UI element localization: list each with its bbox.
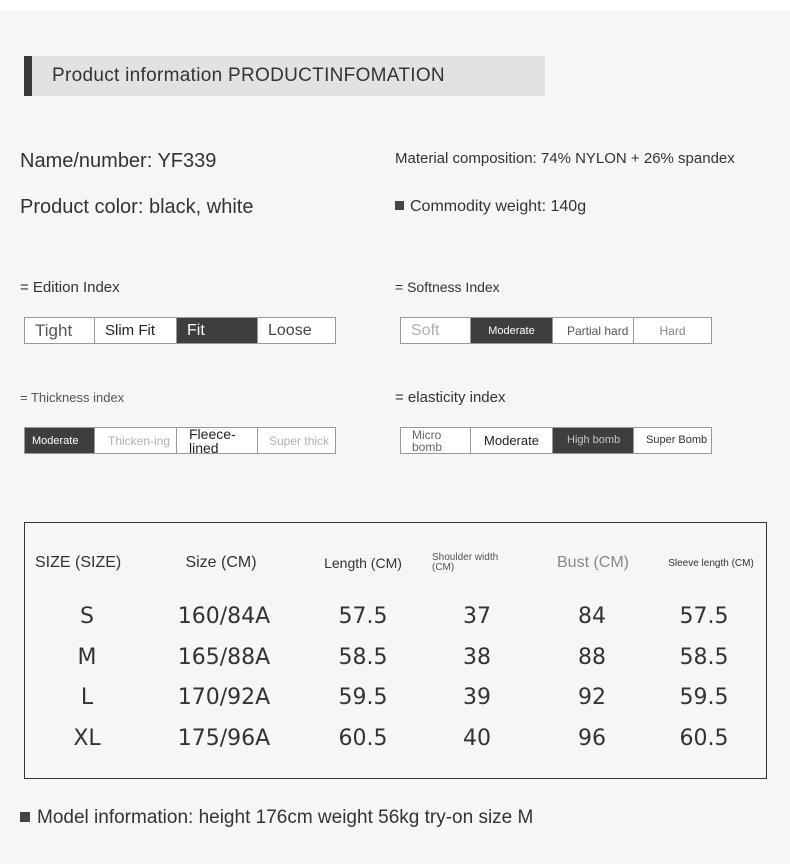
elasticity-option-high-bomb: High bomb [553, 428, 634, 453]
softness-index-scale [400, 317, 712, 344]
row-xl-size-cm: 175/96A [177, 726, 271, 751]
row-s-bust: 84 [578, 604, 606, 629]
table-header-length: Length (CM) [324, 555, 402, 571]
row-m-size: M [77, 645, 97, 670]
row-s-size-cm: 160/84A [177, 604, 271, 629]
row-xl-shoulder: 40 [463, 726, 491, 751]
elasticity-option-super-bomb: Super Bomb [646, 434, 708, 446]
thickness-index-scale [24, 427, 336, 454]
row-xl-bust: 96 [578, 726, 606, 751]
bullet-square-icon [20, 812, 30, 822]
softness-option-hard: Hard [659, 323, 686, 338]
row-m-bust: 88 [578, 645, 606, 670]
row-xl-size: XL [73, 726, 101, 751]
row-l-length: 59.5 [338, 685, 388, 710]
softness-index-title: = Softness Index [395, 279, 500, 295]
model-information-text: Model information: height 176cm weight 56kg try-on size M [37, 807, 534, 828]
header-accent-bar [24, 56, 32, 96]
bullet-square-icon [395, 201, 404, 210]
thickness-option-thickening: Thicken-ing [95, 428, 177, 453]
model-information [20, 807, 533, 829]
thickness-option-super-thick: Super thick [269, 433, 330, 448]
commodity-weight [395, 198, 586, 216]
edition-index-scale [24, 317, 336, 344]
row-l-bust: 92 [578, 685, 606, 710]
elasticity-option-moderate: Moderate [471, 428, 553, 453]
row-m-size-cm: 165/88A [177, 645, 271, 670]
elasticity-index-title: = elasticity index [395, 389, 506, 406]
edition-option-slim-fit: Slim Fit [95, 318, 177, 343]
material-composition: Material composition: 74% NYLON + 26% spandex [395, 150, 735, 167]
top-strip [0, 0, 790, 10]
elasticity-option-micro-bomb: Micro bomb [401, 428, 471, 453]
table-header-size: SIZE (SIZE) [35, 554, 122, 571]
thickness-option-moderate: Moderate [25, 428, 95, 453]
row-xl-length: 60.5 [338, 726, 388, 751]
row-s-shoulder: 37 [463, 604, 491, 629]
row-s-length: 57.5 [338, 604, 388, 629]
row-s-size: S [80, 604, 94, 629]
table-header-size-cm: Size (CM) [185, 554, 257, 571]
section-title: Product information PRODUCTINFOMATION [52, 65, 445, 86]
table-header-sleeve-length: Sleeve length (CM) [668, 557, 754, 569]
table-header-shoulder-width: Shoulder width (CM) [432, 551, 499, 573]
row-l-shoulder: 39 [463, 685, 491, 710]
softness-option-partial-hard: Partial hard [553, 318, 634, 343]
row-l-sleeve: 59.5 [679, 685, 729, 710]
softness-option-soft: Soft [401, 318, 471, 343]
thickness-option-fleece-lined: Fleece-lined [177, 428, 258, 453]
row-xl-sleeve: 60.5 [679, 726, 729, 751]
edition-option-tight: Tight [25, 318, 95, 343]
row-s-sleeve: 57.5 [679, 604, 729, 629]
edition-option-loose: Loose [268, 321, 312, 339]
row-l-size: L [80, 685, 94, 710]
row-m-shoulder: 38 [463, 645, 491, 670]
product-color: Product color: black, white [20, 196, 254, 218]
row-m-sleeve: 58.5 [679, 645, 729, 670]
elasticity-index-scale [400, 427, 712, 454]
section-header [24, 56, 545, 96]
size-table [24, 522, 767, 779]
table-header-bust: Bust (CM) [557, 554, 629, 571]
softness-option-moderate: Moderate [471, 318, 553, 343]
row-l-size-cm: 170/92A [177, 685, 271, 710]
thickness-index-title: = Thickness index [20, 390, 125, 405]
row-m-length: 58.5 [338, 645, 388, 670]
commodity-weight-text: Commodity weight: 140g [410, 198, 587, 215]
edition-index-title: = Edition Index [20, 279, 120, 296]
edition-option-fit: Fit [177, 318, 258, 343]
product-name-number: Name/number: YF339 [20, 150, 217, 172]
